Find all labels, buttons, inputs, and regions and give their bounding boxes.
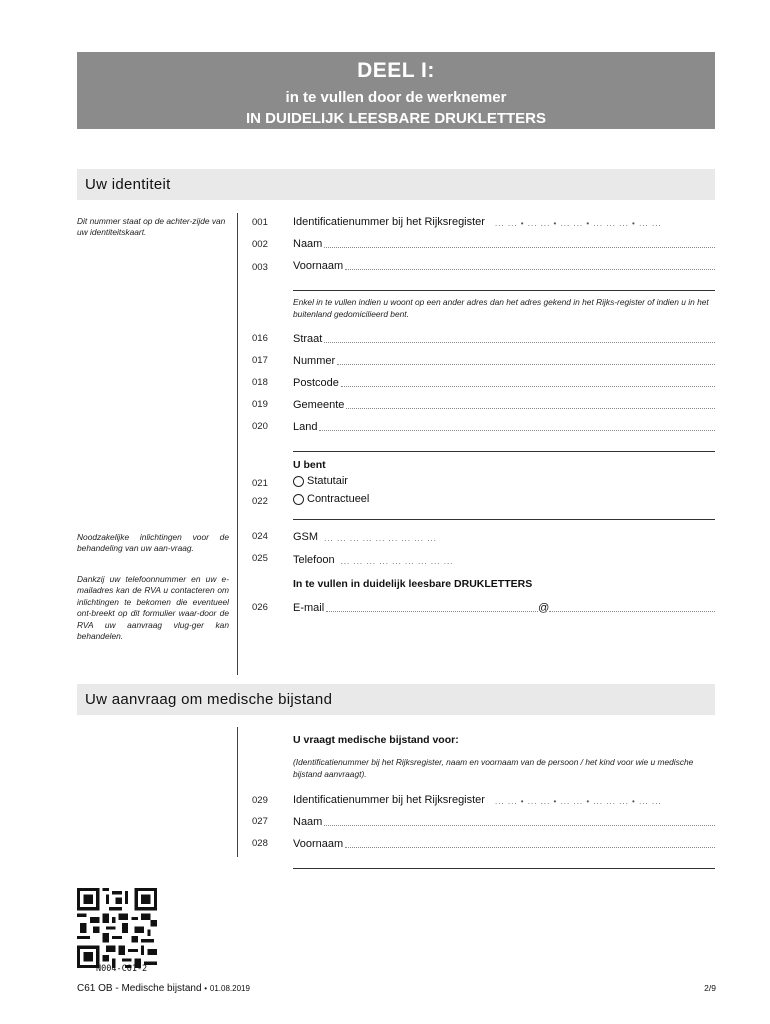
patient-naam-field[interactable] [293, 814, 715, 828]
column-divider [237, 213, 238, 675]
voornaam-label: Voornaam [293, 260, 344, 272]
address-note: Enkel in te vullen indien u woont op een ander adres dan het adres gekend in het Rijks-register of indien u in het buitenland gedomicilieerd bent. [293, 297, 709, 319]
postcode-field[interactable] [293, 375, 715, 389]
request-question: U vraagt medische bijstand voor: [293, 734, 459, 746]
email-label: E-mail [293, 602, 325, 614]
field-code-021: 021 [252, 478, 268, 489]
statutair-radio[interactable] [293, 475, 348, 487]
identity-section-header [77, 169, 715, 200]
divider [293, 290, 715, 291]
form-date: 01.08.2019 [209, 984, 250, 993]
identity-section-title: Uw identiteit [85, 176, 171, 193]
side-note-contact-info: Dankzij uw telefoonnummer en uw e-mailadres kan de RVA u contacteren om inlichtingen te bekomen die eventueel ont-breekt op dit formulier waar-door de RVA uw aanvraag vlug-ger kan behandelen. [77, 574, 229, 642]
qr-code-caption: N004-C01-2 [96, 964, 148, 974]
field-code-022: 022 [252, 496, 268, 507]
patient-rijksregister-label: Identificatienummer bij het Rijksregister [293, 794, 485, 806]
divider [293, 868, 715, 869]
field-code-003: 003 [252, 262, 268, 273]
column-divider [237, 727, 238, 857]
email-at-sign: @ [538, 602, 550, 614]
straat-field[interactable] [293, 331, 715, 345]
page-number: 2/9 [704, 983, 716, 993]
field-code-019: 019 [252, 399, 268, 410]
field-code-028: 028 [252, 838, 268, 849]
patient-naam-input-line[interactable] [324, 816, 715, 826]
divider [293, 519, 715, 520]
field-code-017: 017 [252, 355, 268, 366]
email-domain-input-line[interactable] [549, 602, 715, 612]
part-instruction: IN DUIDELIJK LEESBARE DRUKLETTERS [245, 110, 547, 127]
field-code-018: 018 [252, 377, 268, 388]
gsm-dots: ... ... ... ... ... ... ... ... ... [324, 534, 437, 543]
part-banner [77, 52, 715, 129]
form-name: C61 OB - Medische bijstand [77, 983, 202, 994]
statutair-label: Statutair [307, 475, 348, 487]
side-note-id-location: Dit nummer staat op de achter-zijde van uw identiteitskaart. [77, 216, 226, 238]
nummer-label: Nummer [293, 355, 336, 367]
postcode-input-line[interactable] [341, 377, 715, 387]
patient-voornaam-label: Voornaam [293, 838, 344, 850]
status-title: U bent [293, 459, 326, 471]
field-code-002: 002 [252, 239, 268, 250]
field-code-026: 026 [252, 602, 268, 613]
gemeente-input-line[interactable] [346, 399, 715, 409]
contractueel-radio[interactable] [293, 493, 369, 505]
gsm-label: GSM [293, 531, 319, 543]
qr-code-icon [77, 888, 157, 968]
land-label: Land [293, 421, 318, 433]
side-note-required-info: Noodzakelijke inlichtingen voor de behandeling van uw aan-vraag. [77, 532, 229, 554]
nummer-field[interactable] [293, 353, 715, 367]
naam-input-line[interactable] [324, 238, 715, 248]
land-input-line[interactable] [319, 421, 715, 431]
gsm-field[interactable] [293, 529, 493, 543]
patient-voornaam-field[interactable] [293, 836, 715, 850]
voornaam-field[interactable] [293, 258, 715, 272]
naam-field[interactable] [293, 236, 715, 250]
rijksregister-label: Identificatienummer bij het Rijksregister [293, 216, 485, 228]
radio-circle-icon[interactable] [293, 476, 304, 487]
nummer-input-line[interactable] [337, 355, 715, 365]
email-user-input-line[interactable] [326, 602, 538, 612]
field-code-025: 025 [252, 553, 268, 564]
naam-label: Naam [293, 238, 323, 250]
part-subtitle: in te vullen door de werknemer [285, 89, 507, 106]
email-field[interactable] [293, 600, 715, 614]
land-field[interactable] [293, 419, 715, 433]
field-code-016: 016 [252, 333, 268, 344]
request-note: (Identificatienummer bij het Rijksregister, naam en voornaam van de persoon / het kind voor wie u medische bijstand aanvraagt). [293, 757, 694, 779]
postcode-label: Postcode [293, 377, 339, 389]
rijksregister-dots: ... ... • ... ... • ... ... • ... ... ... • ... ... [494, 219, 662, 228]
part-title: DEEL I: [357, 59, 435, 82]
footer-bullet: • [204, 984, 208, 993]
gemeente-field[interactable] [293, 397, 715, 411]
request-section-header [77, 684, 715, 715]
email-note: In te vullen in duidelijk leesbare DRUKLETTERS [293, 578, 533, 590]
footer [77, 983, 250, 994]
patient-rijksregister-dots: ... ... • ... ... • ... ... • ... ... ... • ... ... [494, 797, 662, 806]
request-section-title: Uw aanvraag om medische bijstand [85, 691, 333, 708]
radio-circle-icon[interactable] [293, 494, 304, 505]
straat-label: Straat [293, 333, 323, 345]
patient-rijksregister-field[interactable] [293, 792, 715, 806]
contractueel-label: Contractueel [307, 493, 370, 505]
rijksregister-field[interactable] [293, 214, 715, 228]
telefoon-label: Telefoon [293, 554, 335, 566]
field-code-027: 027 [252, 816, 268, 827]
telefoon-dots: ... ... ... ... ... ... ... ... ... [340, 557, 454, 566]
voornaam-input-line[interactable] [345, 260, 715, 270]
straat-input-line[interactable] [324, 333, 715, 343]
field-code-001: 001 [252, 217, 268, 228]
field-code-024: 024 [252, 531, 268, 542]
telefoon-field[interactable] [293, 552, 513, 566]
patient-voornaam-input-line[interactable] [345, 838, 715, 848]
gemeente-label: Gemeente [293, 399, 345, 411]
patient-naam-label: Naam [293, 816, 323, 828]
field-code-020: 020 [252, 421, 268, 432]
field-code-029: 029 [252, 795, 268, 806]
divider [293, 451, 715, 452]
